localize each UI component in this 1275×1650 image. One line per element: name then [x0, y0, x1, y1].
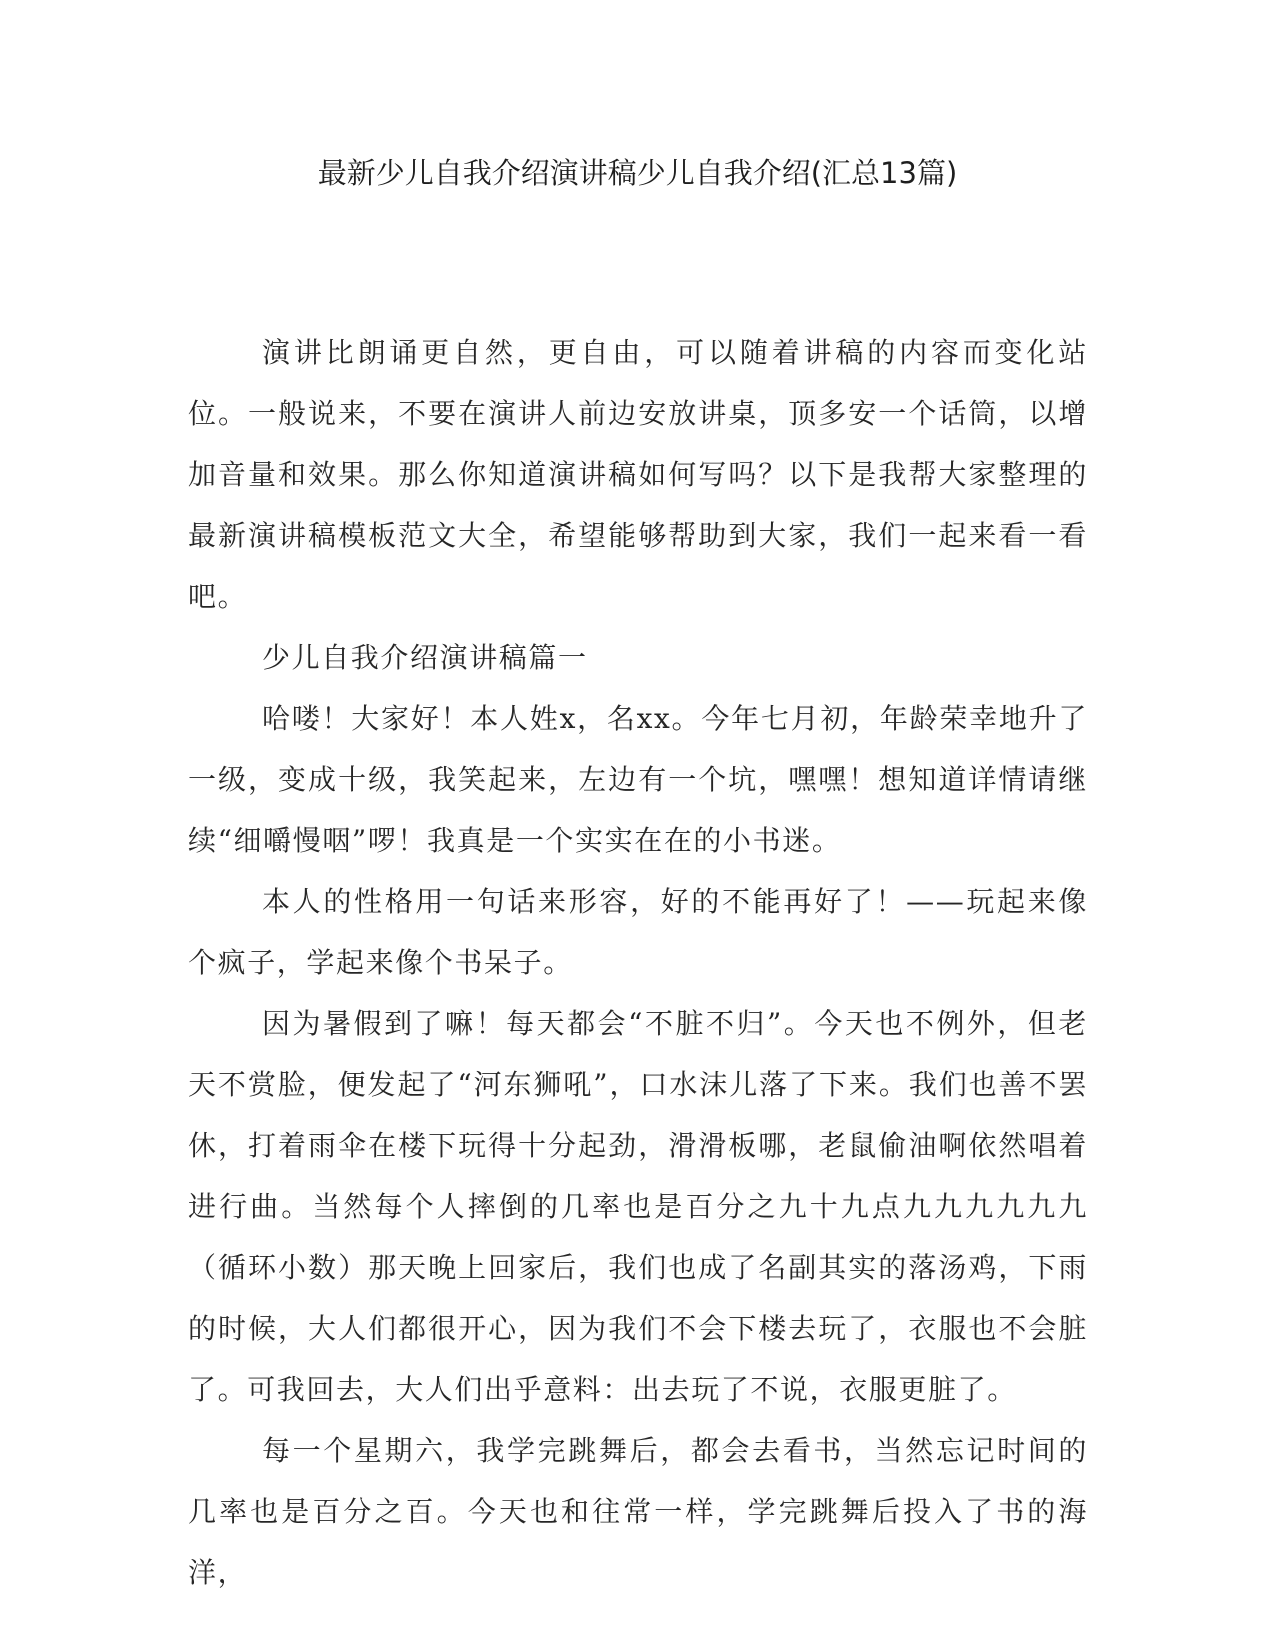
- paragraph: 本人的性格用一句话来形容，好的不能再好了！——玩起来像个疯子，学起来像个书呆子。: [188, 885, 1088, 979]
- paragraph: 每一个星期六，我学完跳舞后，都会去看书，当然忘记时间的几率也是百分之百。今天也和往常一样，学完跳舞后投入了书的海洋，: [188, 1434, 1088, 1589]
- paragraph-intro: 演讲比朗诵更自然，更自由，可以随着讲稿的内容而变化站位。一般说来，不要在演讲人前边安放讲桌，顶多安一个话筒，以增加音量和效果。那么你知道演讲稿如何写吗？以下是我帮大家整理的最新演讲稿模板范文大全，希望能够帮助到大家，我们一起来看一看吧。: [188, 336, 1088, 613]
- section-heading: 少儿自我介绍演讲稿篇一: [262, 641, 588, 674]
- paragraph: 因为暑假到了嘛！每天都会“不脏不归”。今天也不例外，但老天不赏脸，便发起了“河东狮吼”，口水沫儿落了下来。我们也善不罢休，打着雨伞在楼下玩得十分起劲，滑滑板哪，老鼠偷油啊依然唱着进行曲。当然每个人摔倒的几率也是百分之九十九点九九九九九九（循环小数）那天晚上回家后，我们也成了名副其实的落汤鸡，下雨的时候，大人们都很开心，因为我们不会下楼去玩了，衣服也不会脏了。可我回去，大人们出乎意料：出去玩了不说，衣服更脏了。: [188, 1007, 1088, 1406]
- document-body: [188, 322, 1088, 1603]
- document-title: 最新少儿自我介绍演讲稿少儿自我介绍(汇总13篇): [317, 156, 958, 190]
- paragraph: 哈喽！大家好！本人姓x，名xx。今年七月初，年龄荣幸地升了一级，变成十级，我笑起来，左边有一个坑，嘿嘿！想知道详情请继续“细嚼慢咽”啰！我真是一个实实在在的小书迷。: [188, 702, 1088, 857]
